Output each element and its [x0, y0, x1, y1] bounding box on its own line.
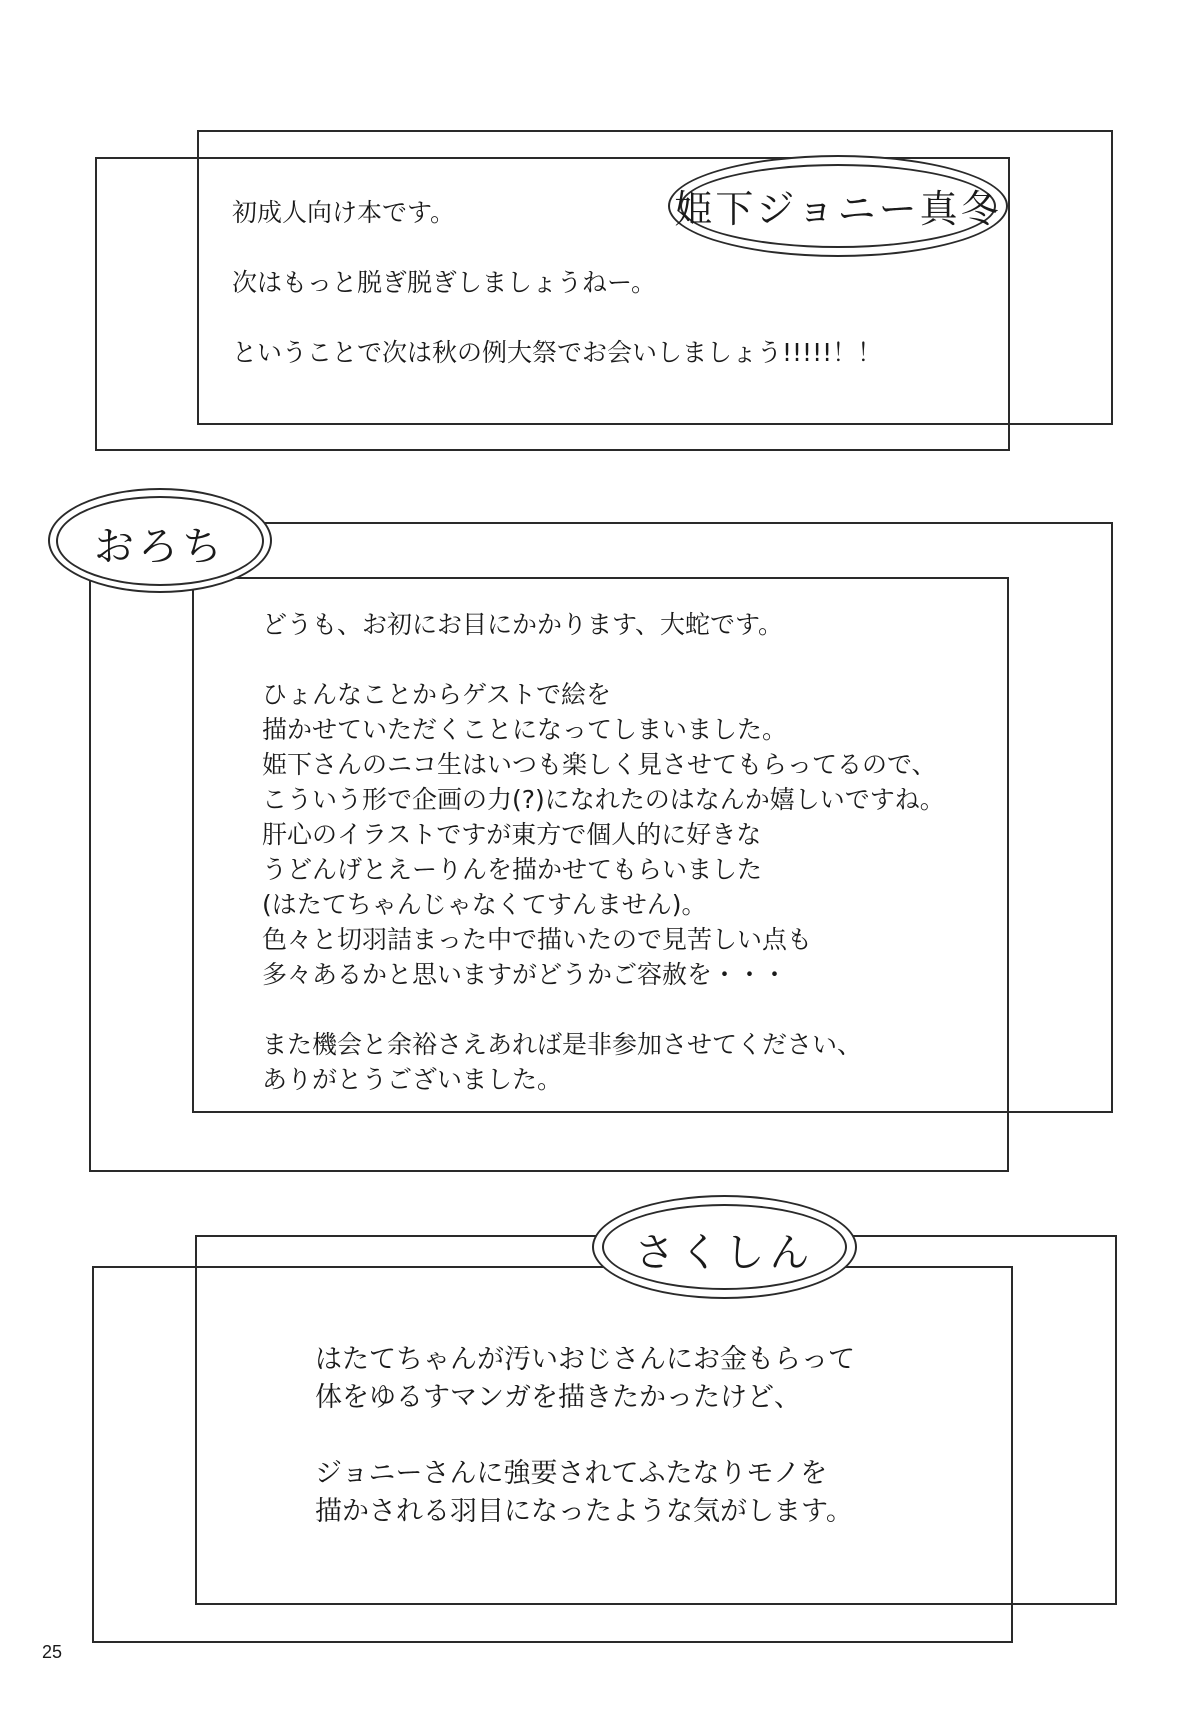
- section-3-message: [315, 1341, 855, 1531]
- section-2-line-5: こういう形で企画の力(?)になれたのはなんか嬉しいですね。: [262, 785, 945, 814]
- section-3-author-name: さくしん: [634, 1230, 815, 1276]
- section-2-line-4: 姫下さんのニコ生はいつも楽しく見させてもらってるので、: [262, 750, 937, 779]
- section-2-line-8: (はたてちゃんじゃなくてすんません)。: [262, 890, 707, 919]
- section-1-line-2: 次はもっと脱ぎ脱ぎしましょうねー。: [232, 268, 657, 297]
- section-3-line-4: 描かされる羽目になったような気がします。: [315, 1496, 853, 1527]
- section-3-line-2: 体をゆるすマンガを描きたかったけど、: [315, 1382, 801, 1413]
- section-2-line-11: また機会と余裕さえあれば是非参加させてください、: [262, 1030, 863, 1059]
- section-2-line-10: 多々あるかと思いますがどうかご容赦を・・・: [262, 960, 788, 989]
- section-3-name-oval: [592, 1195, 857, 1299]
- section-1-message: [232, 195, 882, 370]
- section-2-line-3: 描かせていただくことになってしまいました。: [262, 715, 788, 744]
- section-2-line-6: 肝心のイラストですが東方で個人的に好きな: [262, 820, 762, 849]
- section-2-line-9: 色々と切羽詰まった中で描いたので見苦しい点も: [262, 925, 813, 954]
- section-2-author-name: おろち: [94, 524, 226, 570]
- section-2-message: [262, 607, 945, 1097]
- page-number: 25: [42, 1642, 63, 1662]
- section-1-line-1: 初成人向け本です。: [232, 198, 456, 227]
- section-2-line-12: ありがとうございました。: [262, 1065, 563, 1094]
- section-3-line-1: はたてちゃんが汚いおじさんにお金もらって: [315, 1344, 855, 1375]
- section-1-line-3: ということで次は秋の例大祭でお会いしましょう!!!!!！！: [232, 338, 883, 367]
- section-1-author-name: 姫下ジョニー真冬: [674, 187, 1002, 231]
- section-2-line-2: ひょんなことからゲストで絵を: [262, 680, 612, 709]
- section-2-line-7: うどんげとえーりんを描かせてもらいました: [262, 855, 763, 884]
- section-3-line-3: ジョニーさんに強要されてふたなりモノを: [315, 1458, 828, 1489]
- section-2-line-1: どうも、お初にお目にかかります、大蛇です。: [262, 610, 784, 639]
- section-2-name-oval: [48, 488, 272, 593]
